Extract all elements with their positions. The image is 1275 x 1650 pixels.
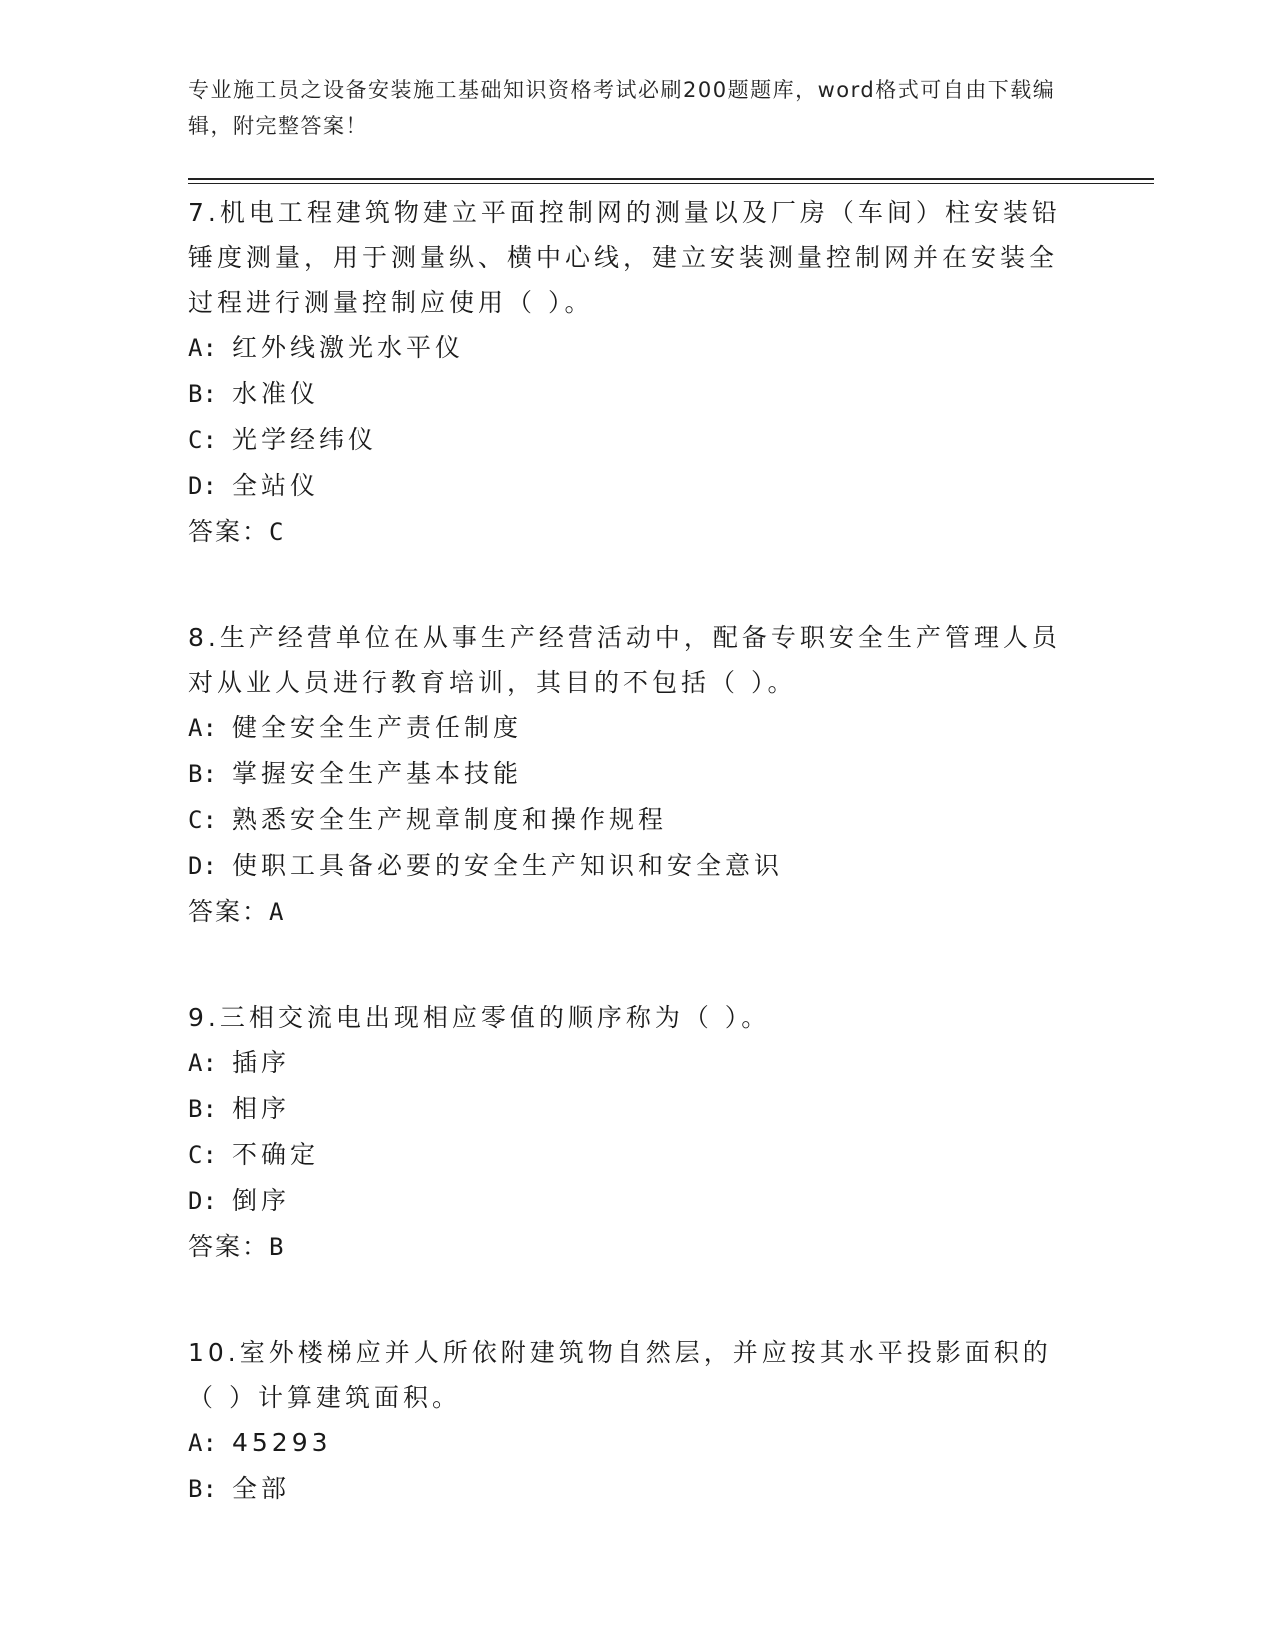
option-text: 健全安全生产责任制度 [232,713,523,742]
option-letter: C: [188,1141,217,1169]
option-b [188,1466,1068,1512]
answer-value: B [269,1233,284,1261]
answer-value: C [269,518,284,546]
option-text: 熟悉安全生产规章制度和操作规程 [232,805,668,834]
question-list [188,190,1068,1572]
option-letter: C: [188,806,217,834]
question-stem: 8.生产经营单位在从事生产经营活动中，配备专职安全生产管理人员对从业人员进行教育培训，其目的不包括（ ）。 [188,623,1061,697]
option-letter: A: [188,1429,217,1457]
option-text: 插序 [232,1048,291,1077]
answer-line [188,889,1068,935]
option-c [188,1132,1068,1178]
answer-value: A [269,898,284,926]
document-header: 专业施工员之设备安装施工基础知识资格考试必刷200题题库，word格式可自由下载编辑，附完整答案！ [188,78,1056,138]
header-divider-thick [188,178,1154,180]
option-letter: D: [188,1187,217,1215]
option-a [188,325,1068,371]
question-9 [188,995,1068,1270]
option-a [188,1040,1068,1086]
answer-label: 答案： [188,517,270,546]
option-d [188,843,1068,889]
option-text: 不确定 [232,1140,320,1169]
option-letter: D: [188,472,217,500]
header-divider-thin [188,183,1154,184]
answer-label: 答案： [188,1232,270,1261]
option-c [188,417,1068,463]
question-8 [188,615,1068,935]
option-letter: D: [188,852,217,880]
option-d [188,1178,1068,1224]
option-a [188,705,1068,751]
option-text: 掌握安全生产基本技能 [232,759,523,788]
option-b [188,751,1068,797]
option-b [188,371,1068,417]
option-text: 全部 [232,1474,291,1503]
option-letter: A: [188,714,217,742]
option-letter: B: [188,380,217,408]
option-letter: B: [188,1475,217,1503]
option-text: 相序 [232,1094,291,1123]
option-letter: A: [188,334,217,362]
question-7 [188,190,1068,555]
option-letter: A: [188,1049,217,1077]
option-b [188,1086,1068,1132]
option-text: 红外线激光水平仪 [232,333,465,362]
option-text: 使职工具备必要的安全生产知识和安全意识 [232,851,784,880]
option-text: 光学经纬仪 [232,425,378,454]
answer-line [188,509,1068,555]
option-d [188,463,1068,509]
answer-label: 答案： [188,897,270,926]
option-a [188,1420,1068,1466]
question-10 [188,1330,1068,1512]
question-stem: 10.室外楼梯应并人所依附建筑物自然层，并应按其水平投影面积的（ ）计算建筑面积。 [188,1338,1052,1412]
question-stem: 7.机电工程建筑物建立平面控制网的测量以及厂房（车间）柱安装铅锤度测量，用于测量纵、横中心线，建立安装测量控制网并在安装全过程进行测量控制应使用（ ）。 [188,198,1061,317]
question-stem: 9.三相交流电出现相应零值的顺序称为（ ）。 [188,1003,771,1032]
option-text: 水准仪 [232,379,320,408]
option-letter: B: [188,760,217,788]
option-text: 倒序 [232,1186,291,1215]
answer-line [188,1224,1068,1270]
option-text: 全站仪 [232,471,320,500]
option-c [188,797,1068,843]
option-letter: B: [188,1095,217,1123]
option-letter: C: [188,426,217,454]
option-text: 45293 [232,1428,332,1457]
